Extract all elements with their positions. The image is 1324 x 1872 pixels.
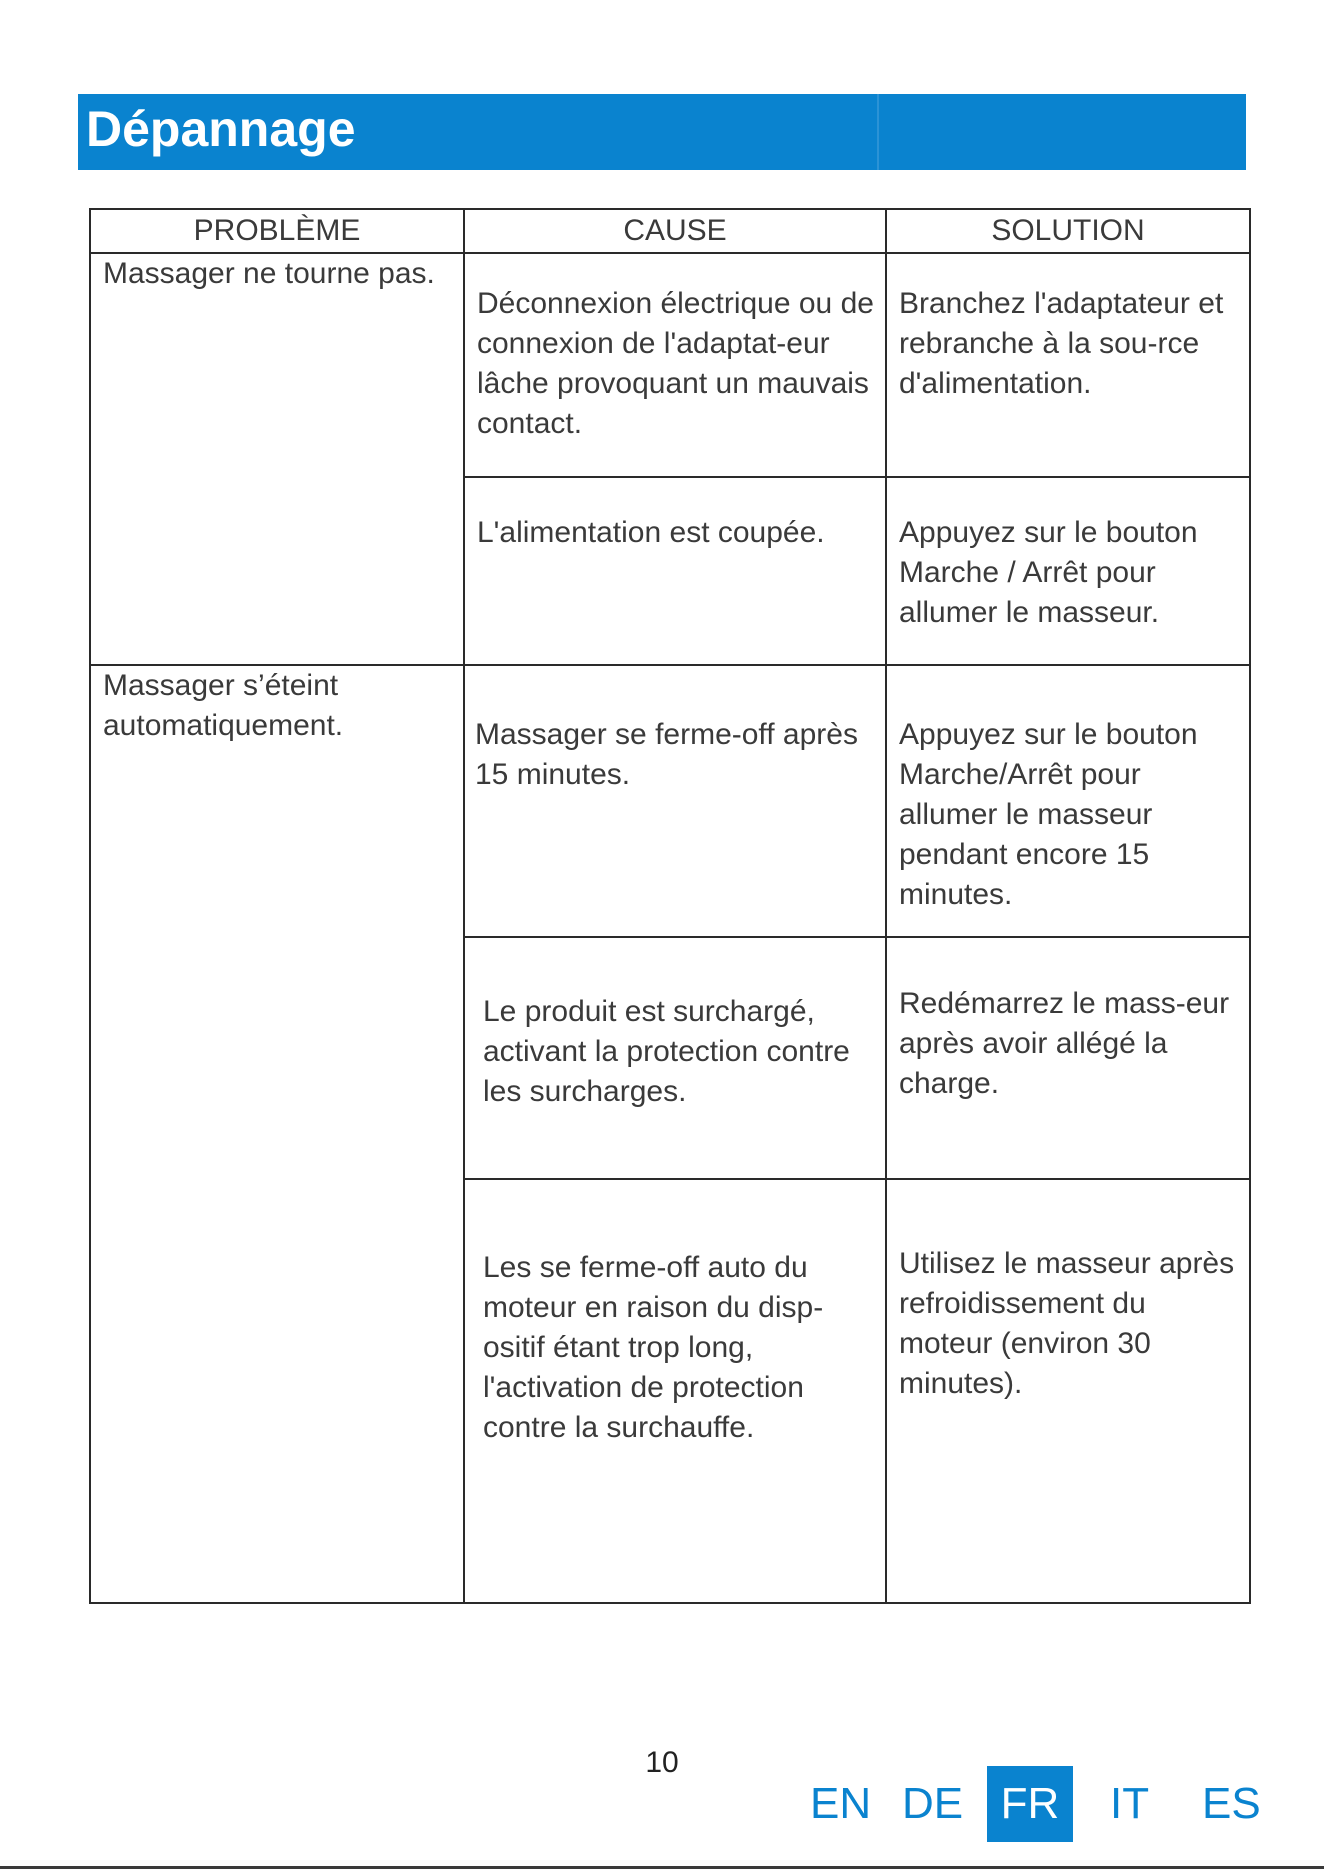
title-bar bbox=[78, 94, 1246, 170]
solution-cell: Utilisez le masseur après refroidissement du moteur (environ 30 minutes). bbox=[886, 1179, 1250, 1603]
column-header-cause: CAUSE bbox=[464, 209, 886, 253]
language-tab-en[interactable]: EN bbox=[810, 1779, 872, 1828]
cause-cell: Les se ferme-off auto du moteur en raison du disp-ositif étant trop long, l'activation de protection contre la surchauffe. bbox=[464, 1179, 886, 1603]
solution-cell: Appuyez sur le bouton Marche / Arrêt pour allumer le masseur. bbox=[886, 477, 1250, 665]
cause-cell: Le produit est surchargé, activant la protection contre les surcharges. bbox=[464, 937, 886, 1179]
solution-cell: Branchez l'adaptateur et rebranche à la sou-rce d'alimentation. bbox=[886, 253, 1250, 477]
language-tab-it[interactable]: IT bbox=[1110, 1779, 1150, 1828]
page-number: 10 bbox=[645, 1746, 679, 1779]
title-bar-seam bbox=[877, 94, 879, 170]
bottom-rule bbox=[0, 1866, 1324, 1869]
page-title: Dépannage bbox=[86, 101, 356, 157]
column-header-solution: SOLUTION bbox=[886, 209, 1250, 253]
cause-cell: Massager se ferme-off après 15 minutes. bbox=[464, 665, 886, 937]
solution-cell: Appuyez sur le bouton Marche/Arrêt pour allumer le masseur pendant encore 15 minutes. bbox=[886, 665, 1250, 937]
problem-cell: Massager ne tourne pas. bbox=[90, 253, 464, 665]
language-tab-de[interactable]: DE bbox=[902, 1779, 964, 1828]
troubleshooting-table bbox=[89, 208, 1251, 1604]
table-row bbox=[90, 253, 1250, 477]
language-tab-fr[interactable]: FR bbox=[987, 1766, 1073, 1842]
cause-cell: L'alimentation est coupée. bbox=[464, 477, 886, 665]
solution-cell: Redémarrez le mass-eur après avoir allégé la charge. bbox=[886, 937, 1250, 1179]
cause-cell: Déconnexion électrique ou de connexion de l'adaptat-eur lâche provoquant un mauvais contact. bbox=[464, 253, 886, 477]
column-header-problem: PROBLÈME bbox=[90, 209, 464, 253]
table-row bbox=[90, 665, 1250, 937]
problem-cell: Massager s’éteint automatiquement. bbox=[90, 665, 464, 1603]
table-header-row bbox=[90, 209, 1250, 253]
language-tab-es[interactable]: ES bbox=[1202, 1779, 1261, 1828]
